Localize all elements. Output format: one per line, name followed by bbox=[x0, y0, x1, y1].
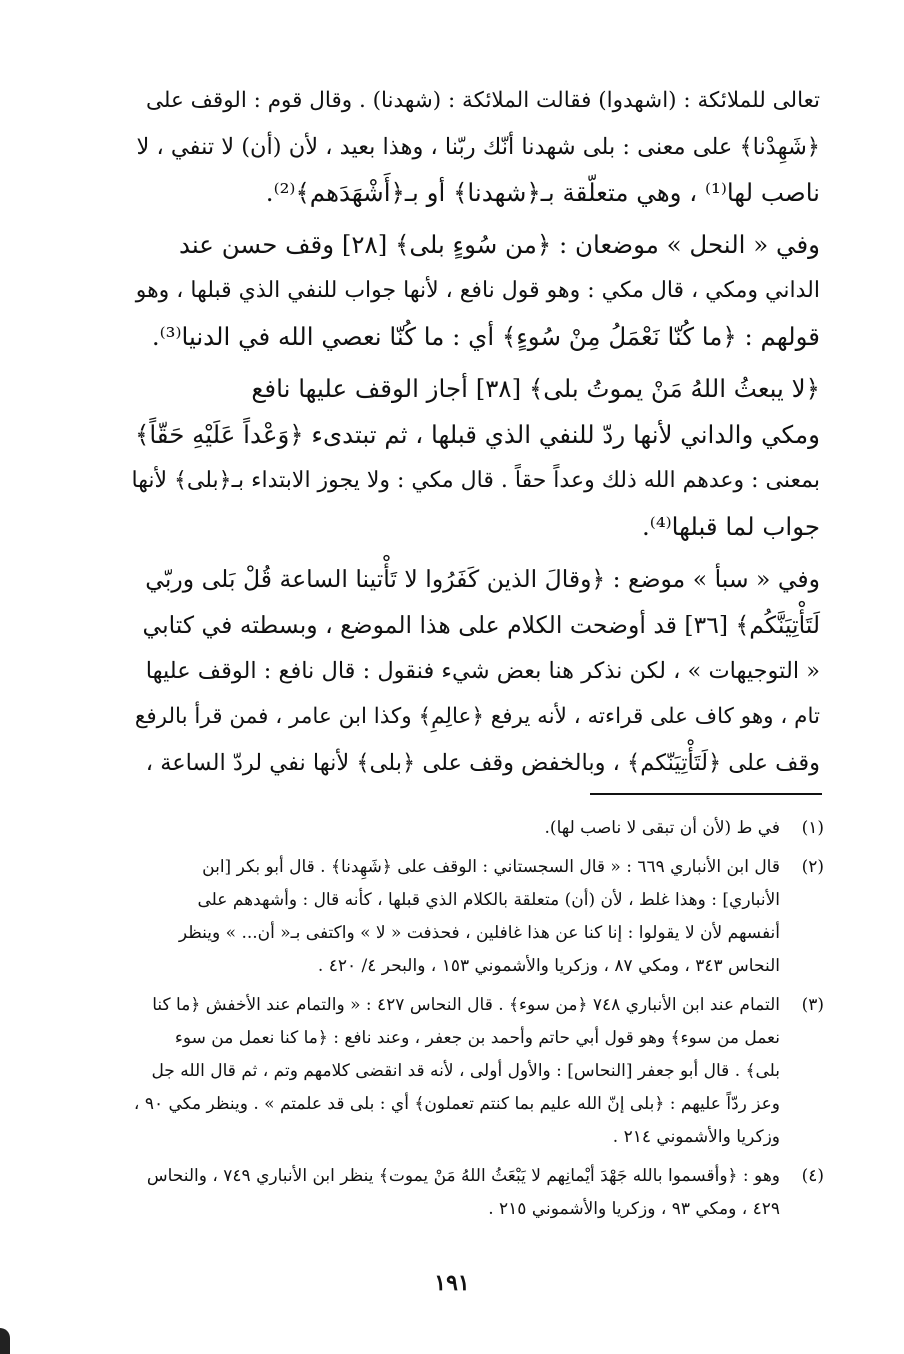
footnote-line: أنفسهم لأن لا يقولوا : إنا كنا عن هذا غافلين ، فحذفت « لا » واكتفى بـ« أن... » وينظر bbox=[178, 923, 780, 943]
footnote bbox=[132, 851, 824, 983]
paragraph bbox=[132, 366, 820, 550]
footnote-divider bbox=[590, 793, 822, 795]
footnote-number: (١) bbox=[801, 818, 824, 838]
text-line: بمعنى : وعدهم الله ذلك وعداً حقاً . قال مكي : ولا يجوز الابتداء بـ﴿بلى﴾ لأنها bbox=[131, 468, 820, 493]
footnote bbox=[132, 1160, 824, 1226]
footnote bbox=[132, 812, 824, 845]
text-line: « التوجيهات » ، لكن نذكر هنا بعض شيء فنقول : قال نافع : الوقف عليها bbox=[145, 658, 820, 684]
paragraph bbox=[132, 78, 820, 216]
text-line: تعالى للملائكة : (اشهدوا) فقالت الملائكة : (شهدنا) . وقال قوم : الوقف على bbox=[145, 88, 820, 113]
text-line: ومكي والداني لأنها ردّ للنفي الذي قبلها ، ثم تبتدىء ﴿وَعْداً عَلَيْهِ حَقّاً﴾ bbox=[134, 420, 820, 449]
footnote-number: (٣) bbox=[801, 995, 824, 1015]
page-number: ١٩١ bbox=[434, 1270, 470, 1296]
paragraph bbox=[132, 556, 820, 786]
footnote-text bbox=[132, 851, 780, 983]
footnote-number: (٢) bbox=[801, 857, 824, 877]
footnote-line: وهو : ﴿وأقسموا بالله جَهْدَ أيْمانِهم لا يَبْعَثُ اللهُ مَنْ يموت﴾ ينظر ابن الأنباري ٧٤٩ ، والنحاس bbox=[146, 1166, 780, 1186]
footnote-line: الأنباري] : وهذا غلط ، لأن (أن) متعلقة بالكلام الذي قبلها ، كأنه قال : وأشهدهم على bbox=[197, 890, 780, 910]
footnote bbox=[132, 989, 824, 1154]
footnote-line: وعز ردّاً عليهم : ﴿بلى إنّ الله عليم بما كنتم تعملون﴾ أي : بلى قد علمتم » . وينظر مكي ٩٠ ، bbox=[133, 1094, 780, 1114]
footnote-line: نعمل من سوء﴾ وهو قول أبي حاتم وأحمد بن جعفر ، وعند نافع : ﴿ما كنا نعمل من سوء bbox=[174, 1028, 780, 1048]
footnotes bbox=[132, 812, 824, 1232]
footnote-line: التمام عند ابن الأنباري ٧٤٨ ﴿من سوء﴾ . قال النحاس ٤٢٧ : « والتمام عند الأخفش ﴿ما كنا bbox=[152, 995, 780, 1015]
text-line: ﴿لا يبعثُ اللهُ مَنْ يموتُ بلى﴾ [٣٨] أجاز الوقف عليها نافع bbox=[251, 374, 820, 403]
footnote-line: قال ابن الأنباري ٦٦٩ : « قال السجستاني : الوقف على ﴿شَهِدنا﴾ . قال أبو بكر [ابن bbox=[202, 857, 780, 877]
text-line: الداني ومكي ، قال مكي : وهو قول نافع ، لأنها جواب للنفي الذي قبلها ، وهو bbox=[135, 278, 820, 303]
footnote-text bbox=[132, 1160, 780, 1226]
scan-edge-mark bbox=[0, 1328, 10, 1354]
footnote-text bbox=[132, 989, 780, 1154]
text-line: وفي « سبأ » موضع : ﴿وقالَ الذين كَفَرُوا لا تَأْتينا الساعة قُلْ بَلى وربّي bbox=[145, 565, 820, 593]
text-line: ﴿شَهِدْنا﴾ على معنى : بلى شهدنا أنّك ربّنا ، وهذا بعيد ، لأن (أن) لا تنفي ، لا bbox=[136, 134, 820, 160]
text-line: وقف على ﴿لَتَأْتِيَنّكم﴾ ، وبالخفض وقف على ﴿بلى﴾ لأنها نفي لردّ الساعة ، bbox=[145, 750, 820, 776]
footnote-line: في ط (لأن أن تبقى لا ناصب لها). bbox=[544, 818, 780, 838]
text-line: جواب لما قبلها⁽⁴⁾. bbox=[642, 512, 820, 541]
footnote-text bbox=[132, 812, 780, 845]
footnote-line: ٤٢٩ ، ومكي ٩٣ ، وزكريا والأشموني ٢١٥ . bbox=[488, 1199, 780, 1219]
text-line: وفي « النحل » موضعان : ﴿من سُوءٍ بلى﴾ [٢٨] وقف حسن عند bbox=[179, 230, 820, 259]
footnote-line: وزكريا والأشموني ٢١٤ . bbox=[612, 1127, 780, 1147]
text-line: تام ، وهو كاف على قراءته ، لأنه يرفع ﴿عالِمِ﴾ وكذا ابن عامر ، فمن قرأ بالرفع bbox=[134, 704, 820, 729]
paragraph bbox=[132, 222, 820, 360]
main-text bbox=[132, 78, 820, 792]
text-line: لَتَأْتِيَنَّكُم﴾ [٣٦] قد أوضحت الكلام على هذا الموضع ، وبسطته في كتابي bbox=[142, 611, 820, 639]
footnote-line: بلى﴾ . قال أبو جعفر [النحاس] : والأول أولى ، لأنه قد انقضى كلامهم وتم ، ثم قال الله جل bbox=[151, 1061, 780, 1081]
text-line: ناصب لها⁽¹⁾ ، وهي متعلّقة بـ﴿شهدنا﴾ أو بـ﴿أَشْهَدَهم﴾⁽²⁾. bbox=[265, 178, 820, 207]
footnote-number: (٤) bbox=[801, 1166, 824, 1186]
footnote-line: النحاس ٣٤٣ ، ومكي ٨٧ ، وزكريا والأشموني ١٥٣ ، والبحر ٤/ ٤٢٠ . bbox=[317, 956, 780, 976]
text-line: قولهم : ﴿ما كُنّا نَعْمَلُ مِنْ سُوءٍ﴾ أي : ما كُنّا نعصي الله في الدنيا⁽³⁾. bbox=[151, 322, 820, 351]
